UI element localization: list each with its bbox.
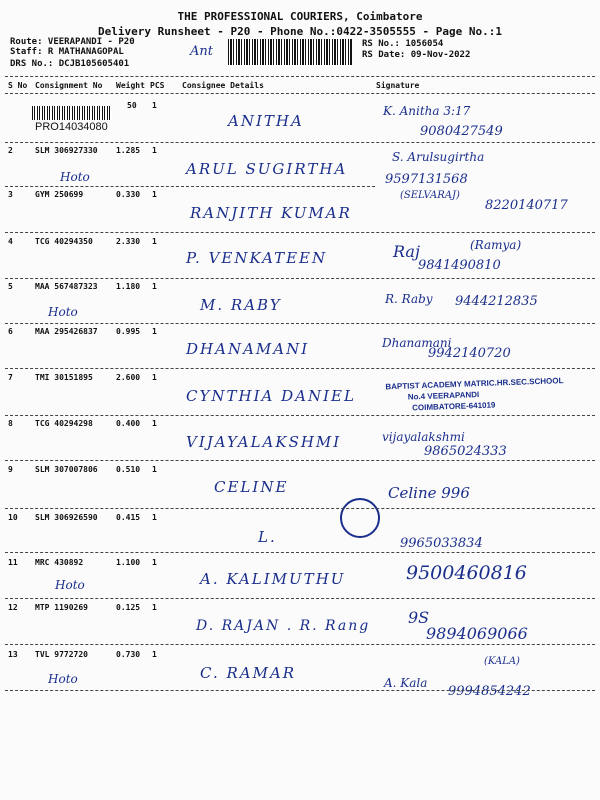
row-phone: 9865024333: [424, 444, 507, 459]
row-sno: 3: [8, 190, 13, 199]
row-sno: 4: [8, 237, 13, 246]
row-phone: 9965033834: [400, 536, 483, 551]
col-consignee: Consignee Details: [182, 81, 264, 90]
row1-barcode-text: PRO14034080: [35, 121, 108, 133]
row1-barcode: [32, 106, 112, 120]
row-pcs: 1: [152, 603, 157, 612]
row-weight: 0.400: [116, 419, 141, 428]
row-consignee: VIJAYALAKSHMI: [186, 433, 342, 451]
row-consignment: TCG 40294350: [35, 237, 93, 246]
col-signature: Signature: [376, 81, 420, 90]
row1-consignee: ANITHA: [228, 112, 304, 130]
row1-signature: K. Anitha 3:17: [383, 104, 471, 118]
row-phone: 9444212835: [455, 294, 538, 309]
row-note: Hoto: [55, 578, 85, 592]
row-consignee: L.: [258, 528, 277, 546]
row-phone: 9994854242: [448, 684, 531, 699]
row-consignee: C. RAMAR: [200, 664, 297, 682]
row-weight: 0.125: [116, 603, 141, 612]
divider: [5, 232, 595, 233]
row-consignment: MAA 295426837: [35, 327, 98, 336]
row-sno: 8: [8, 419, 13, 428]
row-sno: 12: [8, 603, 18, 612]
divider: [5, 508, 595, 509]
staff: Staff: R MATHANAGOPAL: [10, 47, 124, 57]
row1-phone: 9080427549: [420, 124, 503, 139]
row-signature: A. Kala: [384, 676, 428, 690]
row-weight: 0.415: [116, 513, 141, 522]
stamp-line1: BAPTIST ACADEMY MATRIC.HR.SEC.SCHOOL: [385, 376, 564, 392]
row-sno: 5: [8, 282, 13, 291]
row-consignment: SLM 306926590: [35, 513, 98, 522]
row-pcs: 1: [152, 465, 157, 474]
row-sno: 6: [8, 327, 13, 336]
divider: [5, 142, 595, 143]
row-consignment: TCG 40294298: [35, 419, 93, 428]
row-weight: 0.510: [116, 465, 141, 474]
row-consignee: A. KALIMUTHU: [200, 570, 346, 588]
row-consignment: TMI 30151895: [35, 373, 93, 382]
col-pcs: PCS: [150, 81, 165, 90]
divider: [5, 368, 595, 369]
divider: [5, 323, 595, 324]
ink-scribble: [340, 498, 380, 538]
row-consignment: MRC 430892: [35, 558, 84, 567]
row-note: Hoto: [48, 672, 78, 686]
row-consignee: ARUL SUGIRTHA: [186, 160, 348, 178]
row1-weight: 50: [127, 101, 137, 110]
row-extra: (SELVARAJ): [400, 190, 460, 201]
route: Route: VEERAPANDI - P20: [10, 37, 135, 47]
divider: [5, 690, 595, 691]
row-weight: 0.995: [116, 327, 141, 336]
row-note: Hoto: [48, 305, 78, 319]
row-consignee: CELINE: [214, 478, 289, 496]
stamp-line3: COIMBATORE-641019: [412, 400, 496, 413]
row-weight: 0.730: [116, 650, 141, 659]
divider: [5, 186, 375, 187]
row-consignment: MAA 567487323: [35, 282, 98, 291]
row-consignment: SLM 307007806: [35, 465, 98, 474]
row-weight: 1.100: [116, 558, 141, 567]
runsheet-title: Delivery Runsheet - P20 - Phone No.:0422-3505555 - Page No.:1: [98, 25, 502, 38]
row-sno: 11: [8, 558, 18, 567]
initials-mark: Ant: [190, 44, 213, 59]
row-extra: (Ramya): [470, 238, 522, 252]
row-sno: 9: [8, 465, 13, 474]
row-sno: 7: [8, 373, 13, 382]
row-pcs: 1: [152, 373, 157, 382]
row-pcs: 1: [152, 237, 157, 246]
stamp-line2: No.4 VEERAPANDI: [407, 390, 480, 402]
row-consignment: TVL 9772720: [35, 650, 88, 659]
row-consignee: P. VENKATEEN: [186, 249, 328, 267]
row-sno: 10: [8, 513, 18, 522]
divider: [5, 415, 595, 416]
row-consignee: D. RAJAN . R. Rang: [196, 618, 371, 634]
row-pcs: 1: [152, 146, 157, 155]
divider: [5, 278, 595, 279]
row-phone: 9942140720: [428, 346, 511, 361]
drs-number: DRS No.: DCJB105605401: [10, 59, 130, 69]
col-sno: S No: [8, 81, 28, 90]
rs-number: RS No.: 1056054: [362, 39, 444, 49]
row-sno: 2: [8, 146, 13, 155]
row-consignment: SLM 306927330: [35, 146, 98, 155]
row-consignment: GYM 250699: [35, 190, 84, 199]
row-weight: 0.330: [116, 190, 141, 199]
row-signature: R. Raby: [385, 292, 433, 306]
school-stamp: [385, 375, 577, 430]
row-signature: Raj: [393, 242, 420, 261]
row-pcs: 1: [152, 419, 157, 428]
row-signature: vijayalakshmi: [382, 430, 465, 444]
row-weight: 1.180: [116, 282, 141, 291]
divider: [5, 93, 595, 94]
row-weight: 1.285: [116, 146, 141, 155]
col-weight: Weight: [116, 81, 145, 90]
row-signature: Dhanamani: [382, 336, 452, 350]
company-title: THE PROFESSIONAL COURIERS, Coimbatore: [177, 10, 423, 23]
divider: [5, 460, 595, 461]
row-signature: 9S: [408, 608, 430, 627]
row-phone: 9500460816: [406, 562, 527, 584]
divider: [5, 552, 595, 553]
row-sno: 13: [8, 650, 18, 659]
col-consignment: Consignment No: [35, 81, 103, 90]
row-pcs: 1: [152, 558, 157, 567]
row-phone: 9894069066: [426, 624, 528, 643]
row-pcs: 1: [152, 513, 157, 522]
row-consignment: MTP 1190269: [35, 603, 88, 612]
row-signature: S. Arulsugirtha: [392, 150, 485, 164]
row-note: Hoto: [60, 170, 90, 184]
row-consignee: M. RABY: [200, 296, 282, 314]
rs-date: RS Date: 09-Nov-2022: [362, 50, 471, 60]
row-pcs: 1: [152, 282, 157, 291]
header-barcode: [228, 39, 352, 65]
row-phone: 9841490810: [418, 258, 501, 273]
row-pcs: 1: [152, 190, 157, 199]
row-pcs: 1: [152, 327, 157, 336]
divider: [5, 76, 595, 77]
row-signature: Celine 996: [388, 484, 470, 502]
row-extra: (KALA): [484, 656, 520, 667]
divider: [5, 644, 595, 645]
divider: [5, 598, 595, 599]
row-phone2: 8220140717: [485, 198, 568, 213]
row-weight: 2.330: [116, 237, 141, 246]
row-consignee: DHANAMANI: [186, 340, 310, 358]
row-consignee: RANJITH KUMAR: [190, 204, 352, 222]
row-weight: 2.600: [116, 373, 141, 382]
row1-pcs: 1: [152, 101, 157, 110]
row-phone: 9597131568: [385, 172, 468, 187]
row-pcs: 1: [152, 650, 157, 659]
row-consignee: CYNTHIA DANIEL: [186, 387, 356, 405]
